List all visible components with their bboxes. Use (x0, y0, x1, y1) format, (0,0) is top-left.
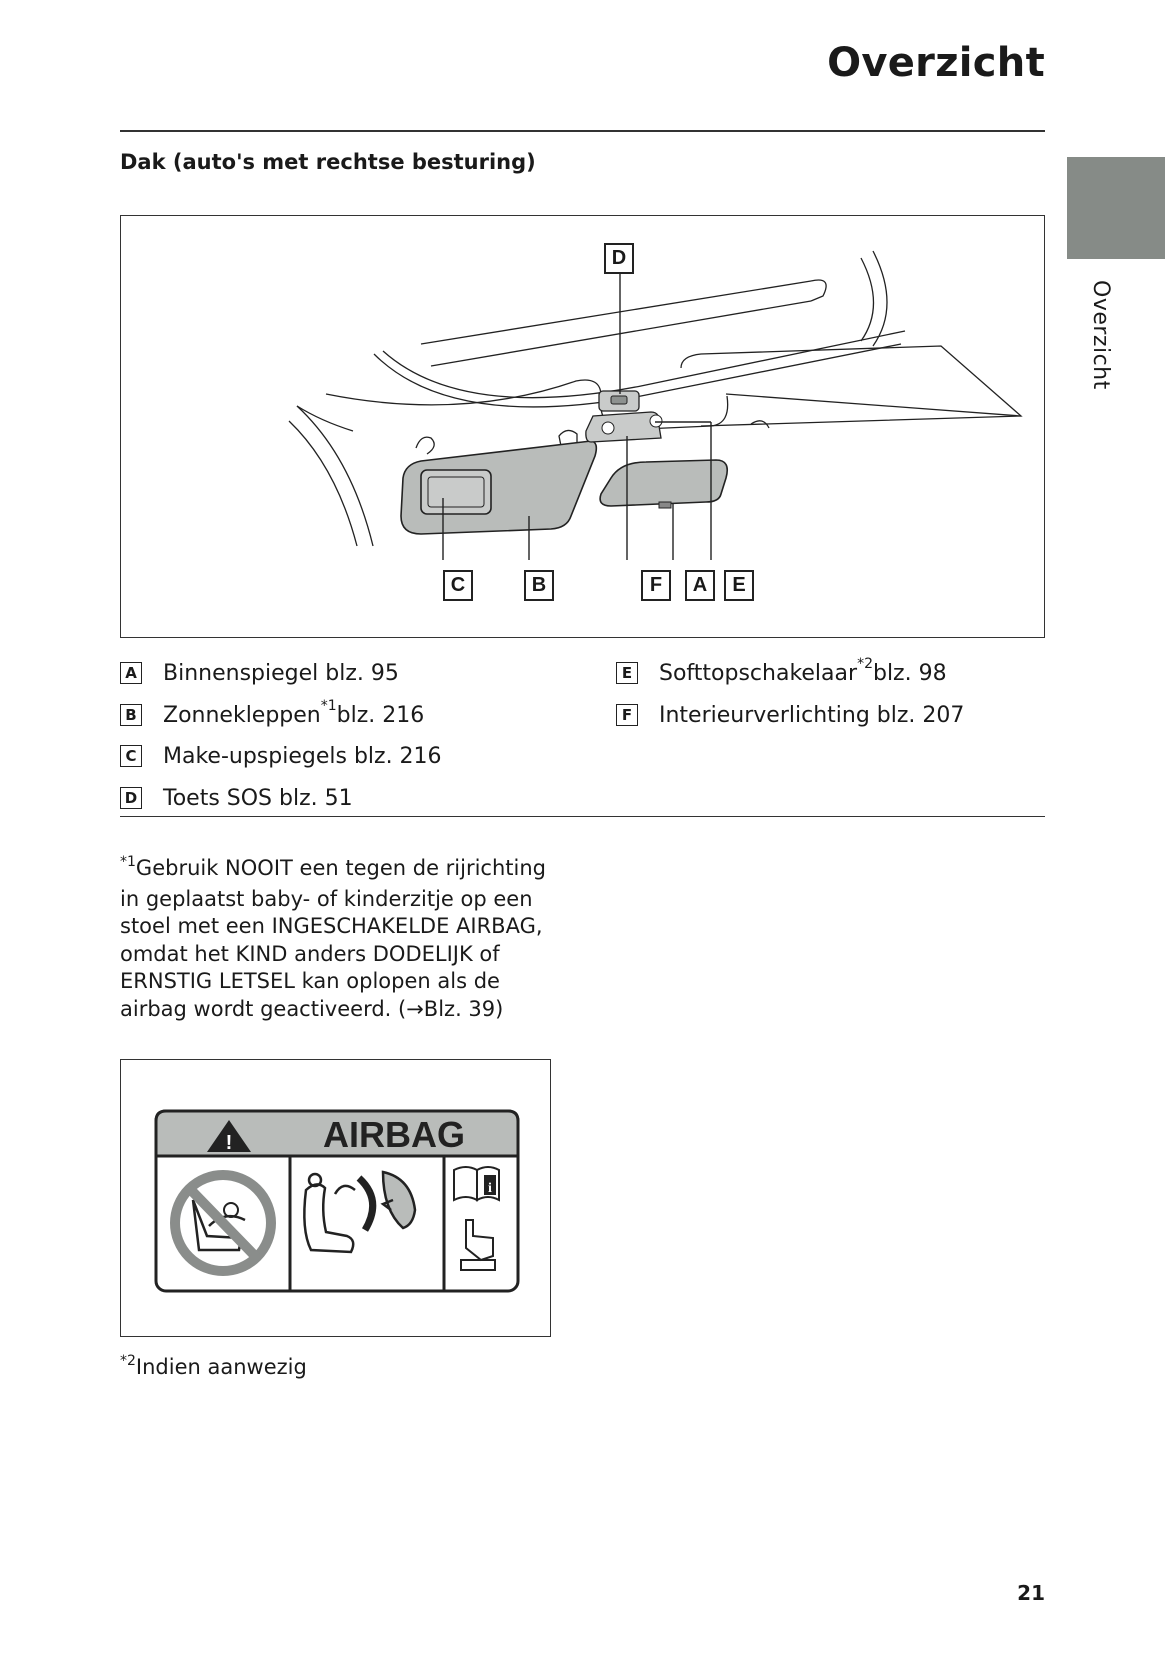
footnote2-marker: *2 (120, 1353, 136, 1369)
legend-text-d: Toets SOS blz. 51 (163, 785, 353, 811)
footnote1-line: stoel met een INGESCHAKELDE AIRBAG, (120, 914, 543, 938)
legend-sup-e: *2 (857, 656, 873, 672)
legend-page-b: blz. 216 (336, 702, 425, 728)
rear-view-mirror-shape (600, 460, 727, 506)
page-title: Overzicht (827, 40, 1045, 86)
legend-item-d (120, 783, 353, 813)
callout-c: C (443, 570, 473, 601)
airbag-warning-label (120, 1059, 551, 1337)
footnote1-line: omdat het KIND anders DODELIJK of (120, 941, 500, 966)
legend-text-a: Binnenspiegel blz. 95 (163, 660, 399, 686)
section-title: Dak (auto's met rechtse besturing) (120, 150, 536, 174)
roof-illustration (121, 216, 1046, 639)
footnote1-line: in geplaatst baby- of kinderzitje op een (120, 886, 533, 911)
callout-e: E (724, 570, 754, 601)
footnote-airbag-warning (120, 855, 560, 1023)
footnote2-text: Indien aanwezig (135, 1355, 307, 1379)
legend-text-b: Zonnekleppen (163, 702, 321, 728)
legend-key-f: F (616, 704, 638, 726)
legend-text-c: Make-upspiegels blz. 216 (163, 743, 442, 769)
legend-sup-b: *1 (320, 698, 337, 714)
legend-key-b: B (120, 704, 142, 726)
legend-item-a (120, 658, 399, 688)
info-symbol: i (488, 1181, 492, 1196)
side-tab-label: Overzicht (1088, 280, 1113, 390)
legend-item-c (120, 741, 442, 771)
airbag-label-graphic (121, 1060, 552, 1338)
callout-b: B (524, 570, 554, 601)
legend-text-e: Softtopschakelaar (659, 660, 858, 686)
legend-divider (120, 816, 1045, 817)
legend-item-b (120, 700, 424, 730)
page-number: 21 (1017, 1581, 1045, 1605)
legend-page-e: blz. 98 (872, 660, 947, 686)
footnote-if-present (120, 1355, 307, 1379)
legend-key-c: C (120, 745, 142, 767)
footnote1-line: ERNSTIG LETSEL kan oplopen als de (120, 969, 500, 993)
footnote1-marker: *1 (120, 854, 136, 870)
callout-f: F (641, 570, 671, 601)
side-tab-marker (1067, 157, 1165, 259)
footnote1-line: airbag wordt geactiveerd. (→Blz. 39) (120, 996, 504, 1021)
callout-a: A (685, 570, 715, 601)
callout-d: D (604, 243, 634, 274)
footnote1-line: Gebruik NOOIT een tegen de rijrichting (135, 856, 546, 880)
legend-item-e (616, 658, 947, 688)
legend-key-a: A (120, 662, 142, 684)
legend-key-e: E (616, 662, 638, 684)
warning-symbol: ! (225, 1132, 233, 1154)
legend-key-d: D (120, 787, 142, 809)
interior-light-shape (586, 412, 661, 442)
legend-item-f (616, 700, 964, 730)
airbag-label-title: AIRBAG (323, 1114, 465, 1155)
legend-text-f: Interieurverlichting blz. 207 (659, 702, 965, 728)
header-divider (120, 130, 1045, 132)
roof-diagram (120, 215, 1045, 638)
